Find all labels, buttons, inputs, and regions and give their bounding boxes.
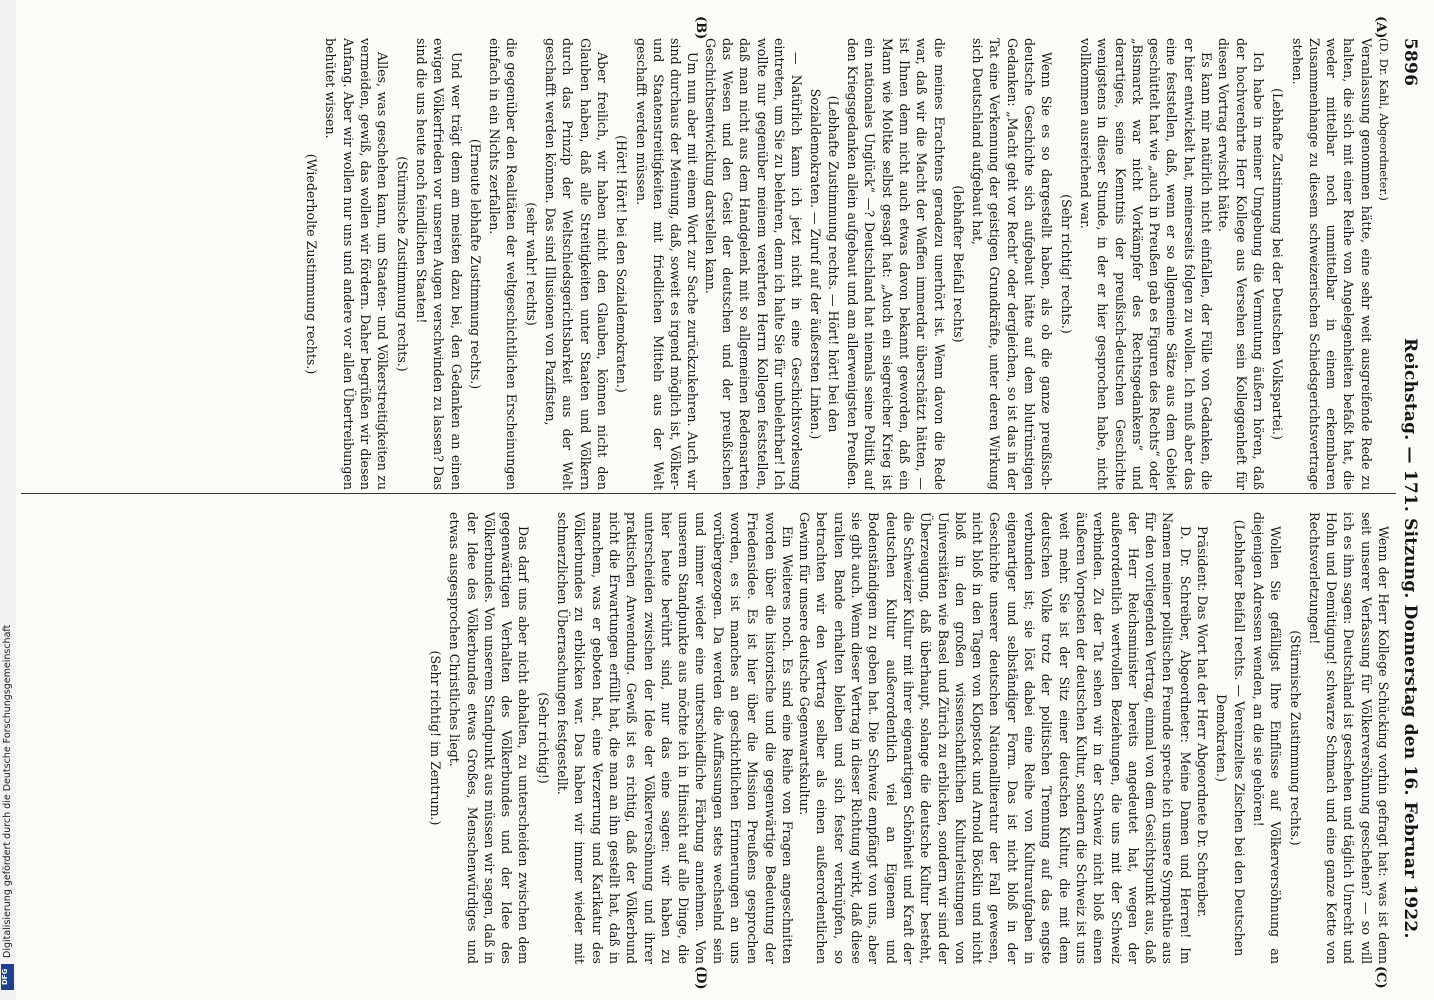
left-column-paragraph: Wenn Sie es so dargestellt haben, als ob die ganze preußisch-deutsche Geschichte sich aufgebaut hätte auf dem blutrünstigen Gedanken: „Macht geht vor Recht“ oder dergleichen, so ist das in der Tat eine Verkennung der geistigen Grundkräfte, unter deren Wirkung sich Deutschland aufgebaut hat, — [970, 38, 1055, 490]
right-column-paragraph: (Sehr richtig!) — [535, 692, 551, 784]
right-column — [17, 512, 1392, 964]
left-column-paragraph: die gegenüber den Realitäten der weltgeschichtlichen Erscheinungen einfach in ein Nichts zerfallen. — [487, 38, 520, 490]
left-column-paragraph: Ich habe in meiner Umgebung die Vermutung äußern hören, daß der hochverehrte Herr Kollege aus Versehen sein Kolleggenheft für diesen Vortrag erwischt hätte. — [1216, 38, 1266, 490]
left-column-paragraph: Aber freilich, wir haben nicht den Glauben, können nicht den Glauben haben, daß alle Streitigkeiten unter Staaten und Völkern durch das Prinzip der Weltschiedsgerichtsbarkeit aus der Welt geschafft werden können. Das sind Illusionen von Pazifisten, — [543, 38, 610, 490]
left-column-paragraph: (Lebhafte Zustimmung bei der Deutschen Volkspartei.) — [1270, 88, 1286, 440]
right-column-paragraph: D. Dr. Schreiber, Abgeordneter: Meine Damen und Herren! Im Namen meiner politischen Freunde spreche ich unsere Sympathie aus für den vorliegenden Vertrag, einmal von dem Gesichtspunkt aus, daß der Herr Reichsminister bereits angedeutet hat, wegen der außerordentlich wertvollen Beziehungen, die uns mit der Schweiz verbinden. Zu der Tat sehen wir in der Schweiz nicht bloß einen äußeren Vorposten der deutschen Kultur, sondern die Schweiz ist uns weit mehr. Sie ist der Sitz einer deutschen Kultur, die mit dem deutschen Volke trotz der politischen Trennung auf das engste verbunden ist; sie löst dabei eine Reihe von Kulturaufgaben in eigenartiger und selbständiger Form. Das ist nicht bloß in der Geschichte unserer deutschen Nationalliteratur der Fall gewesen, nicht bloß in den Tagen von Klopstock und Arnold Böcklin und nicht bloß in den großen wissenschaftlichen Kulturleistungen von Universitäten wie Basel und Zürich zu erblicken, sondern wir sind der Überzeugung, daß überhaupt, solange die deutsche Kultur besteht, die Schweizer Kultur mit ihrer eigenartigen Schönheit und Kraft der deutschen Kultur außerordentlich viel an Eigenem und Bodenständigem zu geben hat. Die Schweiz empfängt von uns, aber sie gibt auch. Wenn dieser Vertrag in dieser Richtung wirkt, daß diese uralten Bande erhalten bleiben und sich fester verknüpfen, so betrachten wir den Vertrag selber als einen außerordentlichen Gewinn für unsere deutsche Gegenwartskultur. — [797, 512, 1193, 964]
right-column-paragraph: Ein Weiteres noch. Es sind eine Reihe von Fragen angeschnitten worden über die historische und die gegenwärtige Bedeutung der Friedensidee. Es ist hier über die Mission Preußens gesprochen worden, es ist manches an geschichtlichen Erinnerungen an uns vorübergezogen. Da werden die Auffassungen stets wechselnd sein und immer wieder eine unterschiedliche Färbung annehmen. Von unserem Standpunkte aus möchte ich in Hinsicht auf alle Dinge, die hier heute berührt sind, nur das eine sagen: wir haben zu unterscheiden zwischen der Idee der Völkerversöhnung und ihrer praktischen Anwendung. Gewiß ist es richtig, daß der Völkerbund nicht die Erwartungen erfüllt hat, die man an ihn gestellt hat, daß in manchem, was er geboten hat, eine Verzerrung und Karikatur des Völkerbundes zu erblicken war. Das haben wir immer wieder mit schmerzlichen Überraschungen festgestellt. — [555, 512, 795, 964]
left-column-paragraph: (Erneute lebhafte Zustimmung rechts.) — [467, 138, 483, 390]
left-column-paragraph: (Sehr richtig! rechts.) — [1058, 194, 1074, 334]
left-column-paragraph: Und wer trägt denn am meisten dazu bei, den Gedanken an einen ewigen Völkerfrieden vor unseren Augen verschwinden zu lassen? Das sind die uns heute noch feindlichen Staaten! — [413, 38, 464, 490]
margin-letter-a: (A) — [1373, 16, 1388, 39]
page-number: 5896 — [1400, 38, 1420, 87]
right-column-paragraph: (Stürmische Zustimmung rechts.) — [1287, 630, 1303, 846]
left-column-paragraph: Um nun aber mit einem Wort zur Sache zurückzukehren. Auch wir sind durchaus der Meinung, daß, soweit es irgend möglich ist, Völker- und Staatenstreitigkeiten mit friedlichen Mitteln aus der Welt geschafft werden müssen. — [633, 38, 701, 490]
left-column-paragraph: die meines Erachtens geradezu unerhört ist. Wenn davon die Rede war, daß wir die Macht der Waffen immerdar überschätzt hätten, — ist Ihnen denn nicht auch etwas davon bekannt geworden, daß ein Mann wie Moltke selbst gesagt hat: „Auch ein siegreicher Krieg ist ein nationales Unglück“ —? Deutschland hat niemals seine Politik auf den Kriegsgedanken allein aufgebaut und am allerwenigsten Preußen. — [845, 38, 947, 490]
dfg-logo-icon: DFG — [1, 964, 14, 990]
left-column-paragraph: (Stürmische Zustimmung rechts.) — [394, 156, 410, 372]
page-header — [1396, 38, 1420, 968]
left-column-paragraph: (lebhafter Beifall rechts) — [950, 185, 966, 343]
digitization-note: Digitalisierung gefördert durch die Deutsche Forschungsgemeinschaft — [2, 624, 13, 958]
right-column-paragraph: Wenn der Herr Kollege Schücking vorhin gefragt hat: was ist denn seit unserer Verfassung für Völkerversöhnung geschehen? — so will ich es ihm sagen: Deutschland ist geschehen und täglich Unrecht und Hohn und Demütigung! schwarze Schmach und eine ganze Kette von Rechtsverletzungen! — [1306, 512, 1391, 964]
left-column — [17, 38, 1392, 490]
right-column-paragraph: Das darf uns aber nicht abhalten, zu unterscheiden zwischen dem gegenwärtigen Verhalten des Völkerbundes und der Idee des Völkerbundes. Von unserem Standpunkt aus müssen wir sagen, daß in der Idee des Völkerbundes etwas Großes, Menschenwürdiges und etwas ausgesprochen Christliches liegt. — [447, 512, 532, 964]
right-column-paragraph: (Lebhafter Beifall rechts. — Vereinzeltes Zischen bei den Deutschen Demokraten.) — [1214, 519, 1247, 957]
margin-letter-b: (B) — [693, 16, 708, 40]
left-column-paragraph: (D. Dr. Kahl, Abgeordneter.) — [1377, 38, 1391, 201]
left-column-paragraph: — Natürlich kann ich jetzt nicht in eine Geschichtsvorlesung eintreten, um Sie zu belehren, denn ich halte Sie für unbelehrbar! Ich wollte nur gegenüber meinem verehrten Herrn Kollegen feststellen, daß man nicht aus dem Handgelenk mit so allgemeinen Redensarten das Wesen und den Geist der deutschen und der preußischen Geschichtsentwicklung darstellen kann. — [702, 38, 805, 490]
left-column-paragraph: Es kann mir natürlich nicht einfallen, der Fülle von Gedanken, die er hier entwickelt hat, meinerseits folgen zu wollen. Ich muß aber das eine feststellen, daß, wenn er so allgemeine Sätze aus dem Gebiet geschüttelt hat wie „auch in Preußen gab es Figuren des Rechts“ oder „Bismarck war nicht Vorkämpfer des Rechtsgedankens“ und derartiges, seine Kenntnis der preußisch-deutschen Geschichte wenigstens in dieser Stunde, in der er hier gesprochen habe, nicht vollkommen ausreichend war. — [1077, 38, 1215, 490]
right-column-paragraph: Wollen Sie gefälligst Ihre Einflüsse auf Völkerversöhnung an diejenigen Adressen wenden, an die sie gehören! — [1250, 512, 1284, 964]
left-column-paragraph: (Hört! Hört! bei den Sozialdemokraten.) — [614, 135, 630, 393]
margin-letter-c: (C) — [1373, 966, 1388, 989]
page-title: Reichstag. — 171. Sitzung. Donnerstag den 16. Februar 1922. — [1400, 338, 1420, 939]
column-divider — [21, 493, 1396, 494]
margin-letter-d: (D) — [693, 966, 708, 990]
left-column-paragraph: Alles, was geschehen kann, um Staaten- und Völkerstreitigkeiten zu vermeiden, gewiß, das wollen wir fördern. Daher begrüßen wir diesen Anfang. Aber wir wollen nur uns und andere vor allen Übertreibungen behütet wissen. — [323, 38, 391, 490]
left-column-paragraph: (Wiederholte Zustimmung rechts.) — [304, 153, 320, 375]
left-column-paragraph: (Lebhafte Zustimmung rechts. — Hört! hört! bei den Sozialdemokraten. — Zuruf auf der äußersten Linken.) — [808, 88, 841, 440]
right-column-paragraph: Präsident: Das Wort hat der Herr Abgeordnete Dr. Schreiber. — [1195, 526, 1211, 918]
right-column-paragraph: (Sehr richtig! im Zentrum.) — [427, 650, 443, 826]
left-column-paragraph: (sehr wahr! rechts) — [523, 202, 539, 326]
left-column-paragraph: Veranlassung genommen hätte, eine sehr weit ausgreifende Rede zu halten, die sich mit einer Reihe von Angelegenheiten befaßt hat, die weder mittelbar noch unmittelbar in einem erkennbaren Zusammenhange zu diesem schweizerischen Schiedsgerichtsvertrage stehen. — [1289, 38, 1374, 490]
